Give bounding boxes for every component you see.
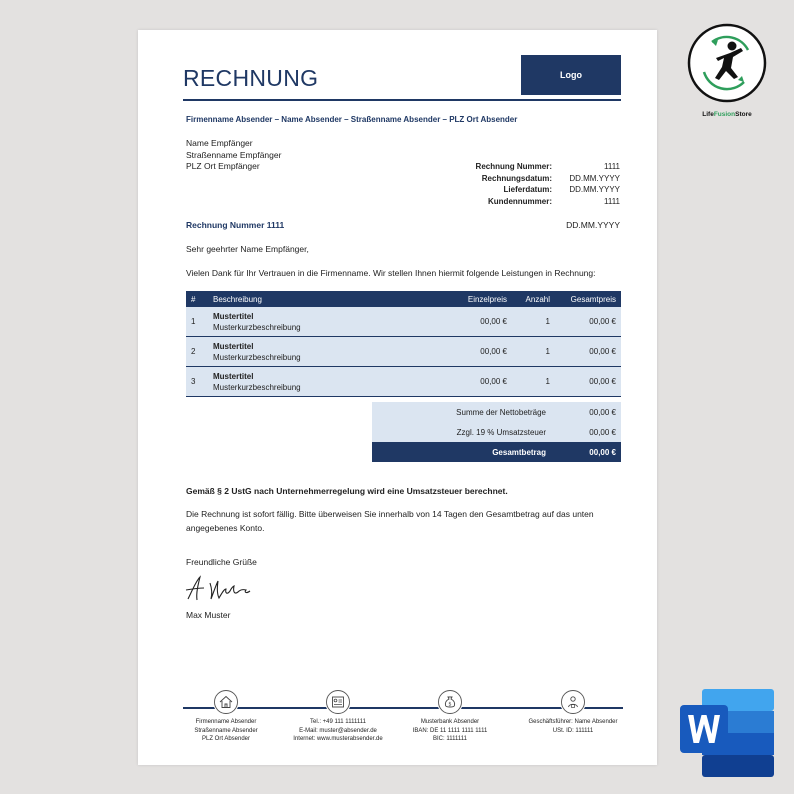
invoice-meta [438, 161, 620, 207]
money-bag-icon [437, 689, 463, 715]
footer-line: Firmenname Absender [195, 719, 257, 725]
cell-unit-price: 00,00 € [480, 347, 507, 356]
footer-column-management [518, 689, 628, 735]
totals-label: Gesamtbetrag [492, 447, 546, 457]
tax-note: Gemäß § 2 UstG nach Unternehmerregelung wird eine Umsatzsteuer berechnet. [186, 486, 508, 496]
header-cell-description: Beschreibung [213, 294, 262, 304]
table-header [186, 291, 621, 307]
cell-description [208, 371, 408, 393]
item-description: Musterkurzbeschreibung [213, 352, 301, 362]
footer-line: PLZ Ort Absender [201, 736, 251, 742]
table-row [186, 307, 621, 337]
meta-value: 1111 [603, 196, 620, 206]
footer-line: Straßenname Absender [194, 727, 258, 734]
meta-label: Lieferdatum: [503, 185, 552, 194]
cell-description [208, 341, 408, 363]
cell-quantity: 1 [545, 317, 550, 326]
header-cell-unit-price: Einzelpreis [467, 294, 507, 304]
brand-logo-icon [686, 22, 768, 104]
cell-total-price: 00,00 € [589, 347, 616, 356]
logo-placeholder: Logo [521, 55, 621, 95]
brand-logo [686, 22, 768, 118]
cell-total-price: 00,00 € [589, 317, 616, 326]
footer-line: USt. ID: 111111 [552, 727, 594, 734]
table-row [186, 367, 621, 397]
meta-label: Kundennummer: [488, 196, 552, 206]
footer-line: BIC: 1111111 [432, 736, 468, 742]
cell-unit-price: 00,00 € [480, 317, 507, 326]
totals-label: Summe der Nettobeträge [456, 407, 546, 417]
vat-row [372, 422, 621, 442]
footer-line: Tel.: +49 111 1111111 [310, 719, 366, 725]
meta-value: 1111 [603, 162, 620, 171]
word-app-icon [680, 689, 774, 782]
payment-terms: Die Rechnung ist sofort fällig. Bitte überweisen Sie innerhalb von 14 Tagen den Gesamtbetrag auf das unten angegebenes Konto. [186, 509, 594, 533]
invoice-title: RECHNUNG [183, 65, 319, 91]
cell-quantity: 1 [545, 377, 550, 386]
header-cell-total-price: Gesamtpreis [570, 294, 616, 304]
footer-line: Geschäftsführer: Name Absender [528, 719, 618, 725]
item-title: Mustertitel [213, 341, 254, 351]
totals-block [372, 402, 621, 462]
house-icon [213, 689, 239, 715]
meta-row-customer-number [438, 196, 620, 208]
closing-greeting: Freundliche Grüße [186, 557, 257, 567]
meta-row-invoice-number [438, 161, 620, 173]
cell-number: 3 [191, 377, 196, 386]
recipient-name: Name Empfänger [186, 138, 253, 148]
item-title: Mustertitel [213, 371, 254, 381]
handwritten-signature [184, 573, 254, 603]
recipient-address [186, 138, 281, 173]
cell-description [208, 311, 408, 333]
footer-line: IBAN: DE 11 1111 1111 1111 [412, 727, 488, 734]
footer-column-contact [283, 689, 393, 744]
net-total-row [372, 402, 621, 422]
footer-line: E-Mail: muster@absender.de [299, 727, 377, 734]
line-items-table [186, 291, 621, 397]
meta-value: DD.MM.YYYY [569, 173, 620, 183]
invoice-heading-date: DD.MM.YYYY [566, 220, 620, 230]
totals-value: 00,00 € [589, 427, 616, 437]
cell-unit-price: 00,00 € [480, 377, 507, 386]
meta-label: Rechnung Nummer: [475, 162, 552, 171]
intro-text: Vielen Dank für Ihr Vertrauen in die Firmenname. Wir stellen Ihnen hiermit folgende Leistungen in Rechnung: [186, 268, 596, 278]
salutation: Sehr geehrter Name Empfänger, [186, 244, 309, 254]
brand-name: LifeFusionStore [702, 111, 752, 118]
item-title: Mustertitel [213, 311, 254, 321]
header-cell-quantity: Anzahl [525, 294, 550, 304]
footer-column-bank [395, 689, 505, 744]
signature [184, 573, 254, 608]
meta-value: DD.MM.YYYY [569, 185, 620, 194]
person-document-icon [560, 689, 586, 715]
meta-row-invoice-date [438, 173, 620, 185]
svg-text:$: $ [448, 701, 452, 708]
cell-number: 2 [191, 347, 196, 356]
invoice-page [138, 30, 657, 765]
invoice-heading: Rechnung Nummer 1111 [186, 220, 285, 230]
totals-value: 00,00 € [589, 407, 616, 417]
sender-line: Firmenname Absender – Name Absender – Straßenname Absender – PLZ Ort Absender [186, 115, 518, 124]
recipient-street: Straßenname Empfänger [186, 149, 282, 160]
footer-line: Musterbank Absender [420, 719, 480, 725]
signer-name: Max Muster [186, 610, 231, 620]
item-description: Musterkurzbeschreibung [213, 322, 301, 332]
totals-value: 00,00 € [589, 447, 616, 457]
totals-label: Zzgl. 19 % Umsatzsteuer [456, 427, 546, 437]
footer-column-address [171, 689, 281, 744]
table-row [186, 337, 621, 367]
item-description: Musterkurzbeschreibung [213, 382, 301, 392]
footer-line: Internet: www.musterabsender.de [293, 736, 383, 742]
recipient-city: PLZ Ort Empfänger [186, 161, 260, 171]
meta-row-delivery-date [438, 184, 620, 196]
cell-quantity: 1 [545, 347, 550, 356]
header-cell-number: # [191, 294, 196, 304]
contact-card-icon [325, 689, 351, 715]
grand-total-row [372, 442, 621, 462]
cell-number: 1 [191, 317, 196, 326]
cell-total-price: 00,00 € [589, 377, 616, 386]
meta-label: Rechnungsdatum: [481, 173, 552, 183]
title-divider [183, 99, 621, 101]
